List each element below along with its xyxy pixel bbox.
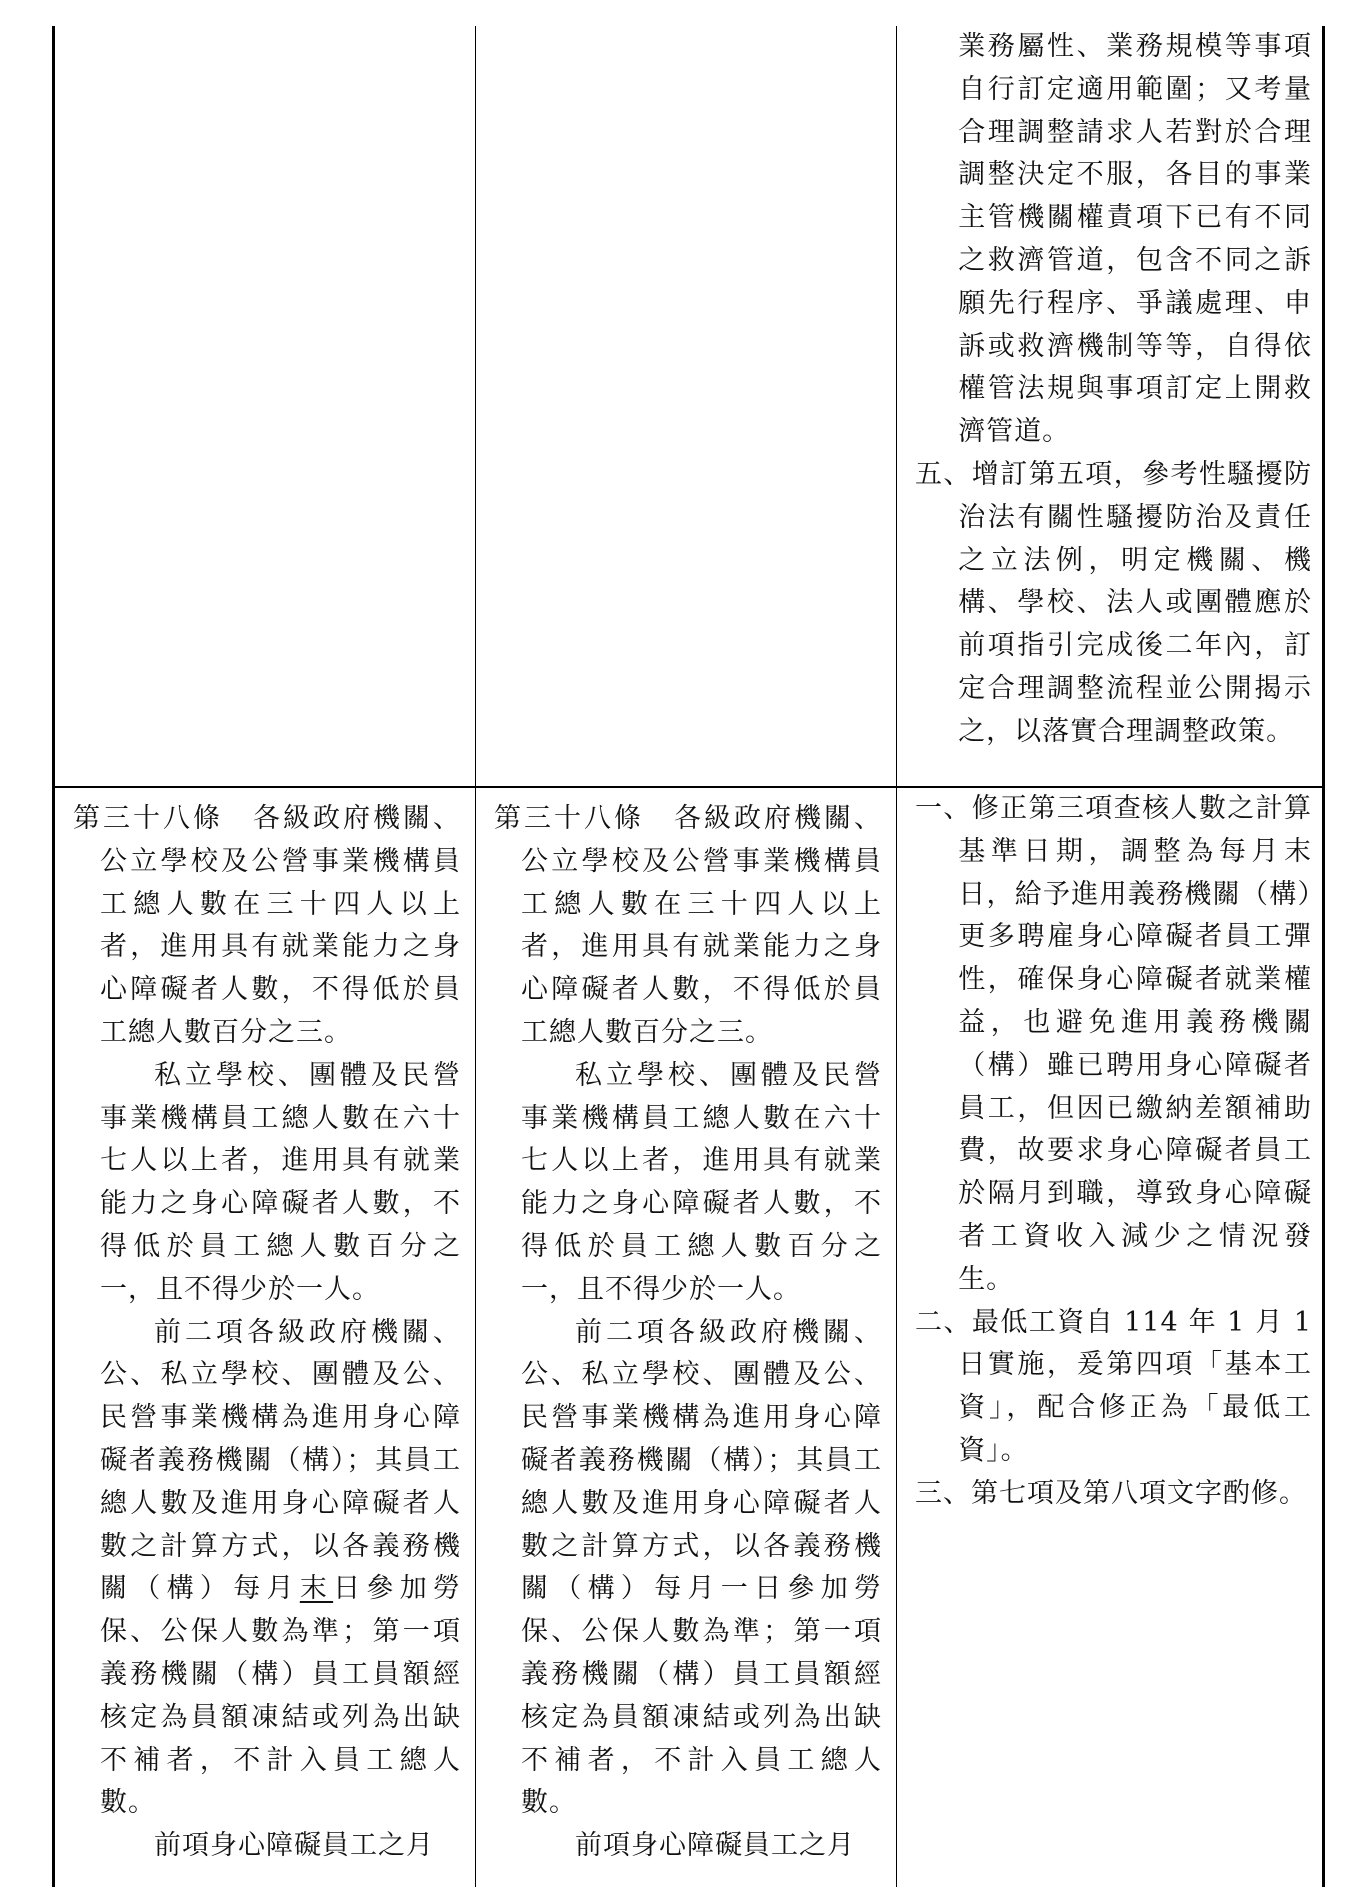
current-article-38-para-2: 私立學校、團體及民營事業機構員工總人數在六十七人以上者，進用具有就業能力之身心障礙者人數，不得低於員工總人數百分之一，且不得少於一人。: [521, 1059, 882, 1305]
current-text-cell-empty: [476, 26, 897, 787]
current-article-38-cell: [476, 787, 897, 1887]
comparison-table-page: [52, 26, 1317, 1888]
amended-article-38-para-4: 前項身心障礙員工之月: [154, 1830, 434, 1862]
amended-para-3-underlined-change: 末: [299, 1573, 334, 1605]
table-row: [54, 26, 1324, 787]
amendment-comparison-table: [52, 26, 1325, 1887]
explanation-item-three: 三、第七項及第八項文字酌修。: [915, 1477, 1307, 1509]
explanation-item-one: 一、修正第三項查核人數之計算基準日期，調整為每月末日，給予進用義務機關（構）更多聘雇身心障礙者員工彈性，確保身心障礙者就業權益，也避免進用義務機關（構）雖已聘用身心障礙者員工，但因已繳納差額補助費，故要求身心障礙者員工於隔月到職，導致身心障礙者工資收入減少之情況發生。: [915, 793, 1312, 1295]
amended-article-38-para-1: 第三十八條 各級政府機關、公立學校及公營事業機構員工總人數在三十四人以上者，進用具有就業能力之身心障礙者人數，不得低於員工總人數百分之三。: [73, 803, 461, 1048]
amended-para-3-text-after: 日參加勞保、公保人數為準；第一項義務機關（構）員工員額經核定為員額凍結或列為出缺不補者，不計入員工總人數。: [100, 1573, 462, 1819]
current-article-38-para-3: 前二項各級政府機關、公、私立學校、團體及公、民營事業機構為進用身心障礙者義務機關（構）；其員工總人數及進用身心障礙者人數之計算方式，以各義務機關（構）每月一日參加勞保、公保人數為準；第一項義務機關（構）員工員額經核定為員額凍結或列為出缺不補者，不計入員工總人數。: [521, 1316, 882, 1819]
amended-article-38-cell: [54, 787, 476, 1887]
current-article-38-para-4: 前項身心障礙員工之月: [575, 1830, 855, 1862]
explanation-cell-continued: [897, 26, 1324, 787]
table-row: [54, 787, 1324, 1887]
amended-article-38-para-2: 私立學校、團體及民營事業機構員工總人數在六十七人以上者，進用具有就業能力之身心障礙者人數，不得低於員工總人數百分之一，且不得少於一人。: [100, 1059, 461, 1305]
explanation-article-38-cell: [897, 787, 1324, 1887]
amended-text-cell-empty: [54, 26, 476, 787]
explanation-continuation-text: 業務屬性、業務規模等事項自行訂定適用範圍；又考量合理調整請求人若對於合理調整決定不服，各目的事業主管機關權責項下已有不同之救濟管道，包含不同之訴願先行程序、爭議處理、申訴或救濟機制等等，自得依權管法規與事項訂定上開救濟管道。: [958, 31, 1312, 448]
explanation-item-five: 五、增訂第五項，參考性騷擾防治法有關性騷擾防治及責任之立法例，明定機關、機構、學校、法人或團體應於前項指引完成後二年內，訂定合理調整流程並公開揭示之，以落實合理調整政策。: [915, 458, 1312, 747]
current-article-38-para-1: 第三十八條 各級政府機關、公立學校及公營事業機構員工總人數在三十四人以上者，進用具有就業能力之身心障礙者人數，不得低於員工總人數百分之三。: [494, 803, 882, 1048]
amended-para-3-text-before: 前二項各級政府機關、公、私立學校、團體及公、民營事業機構為進用身心障礙者義務機關（構）；其員工總人數及進用身心障礙者人數之計算方式，以各義務機關（構）每月: [100, 1316, 461, 1605]
explanation-item-two: 二、最低工資自 114 年 1 月 1 日實施，爰第四項「基本工資」，配合修正為「最低工資」。: [915, 1306, 1312, 1466]
amended-article-38-para-3: [73, 1312, 461, 1826]
